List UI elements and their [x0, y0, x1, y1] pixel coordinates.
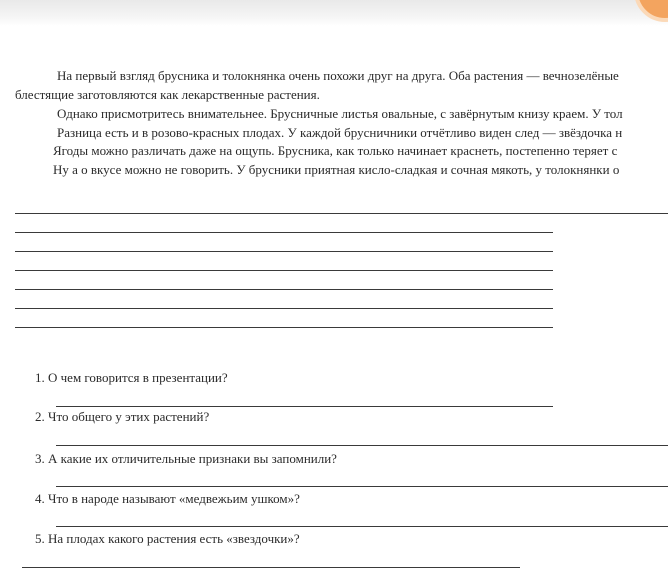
answer-line: [15, 251, 553, 252]
paragraph-line-2: блестящие заготовляются как лекарственные растения.: [15, 87, 320, 102]
question-1-answer-line: [56, 406, 553, 407]
answer-line: [15, 327, 553, 328]
paragraph-line-5: Ягоды можно различать даже на ощупь. Брусника, как только начинает краснеть, постепенно теряет с: [53, 143, 618, 158]
paragraph-line-6: Ну а о вкусе можно не говорить. У брусники приятная кисло-сладкая и сочная мякоть, у толокнянки о: [53, 162, 620, 177]
answer-line: [15, 308, 553, 309]
answer-line: [15, 232, 553, 233]
question-3-answer-line: [56, 486, 668, 487]
paragraph-line-1: На первый взгляд брусника и толокнянка очень похожи друг на друга. Оба растения — вечнозелёные: [57, 68, 619, 83]
question-2: 2. Что общего у этих растений?: [35, 409, 210, 424]
paragraph-line-4: Разница есть и в розово-красных плодах. У каждой брусничники отчётливо виден след — звёздочка н: [57, 125, 623, 140]
paragraph-line-3: Однако присмотритесь внимательнее. Брусничные листья овальные, с завёрнутым книзу краем. У тол: [57, 106, 623, 121]
answer-line: [15, 289, 553, 290]
question-4: 4. Что в народе называют «медвежьим ушком»?: [35, 491, 300, 506]
question-5: 5. На плодах какого растения есть «звездочки»?: [35, 531, 300, 546]
question-2-answer-line: [56, 445, 668, 446]
answer-line: [15, 270, 553, 271]
question-1: 1. О чем говорится в презентации?: [35, 370, 228, 385]
browser-top-bar: [0, 0, 668, 26]
answer-line: [15, 213, 668, 214]
question-3: 3. А какие их отличительные признаки вы запомнили?: [35, 451, 337, 466]
question-5-answer-line: [22, 567, 520, 568]
question-4-answer-line: [56, 526, 668, 527]
